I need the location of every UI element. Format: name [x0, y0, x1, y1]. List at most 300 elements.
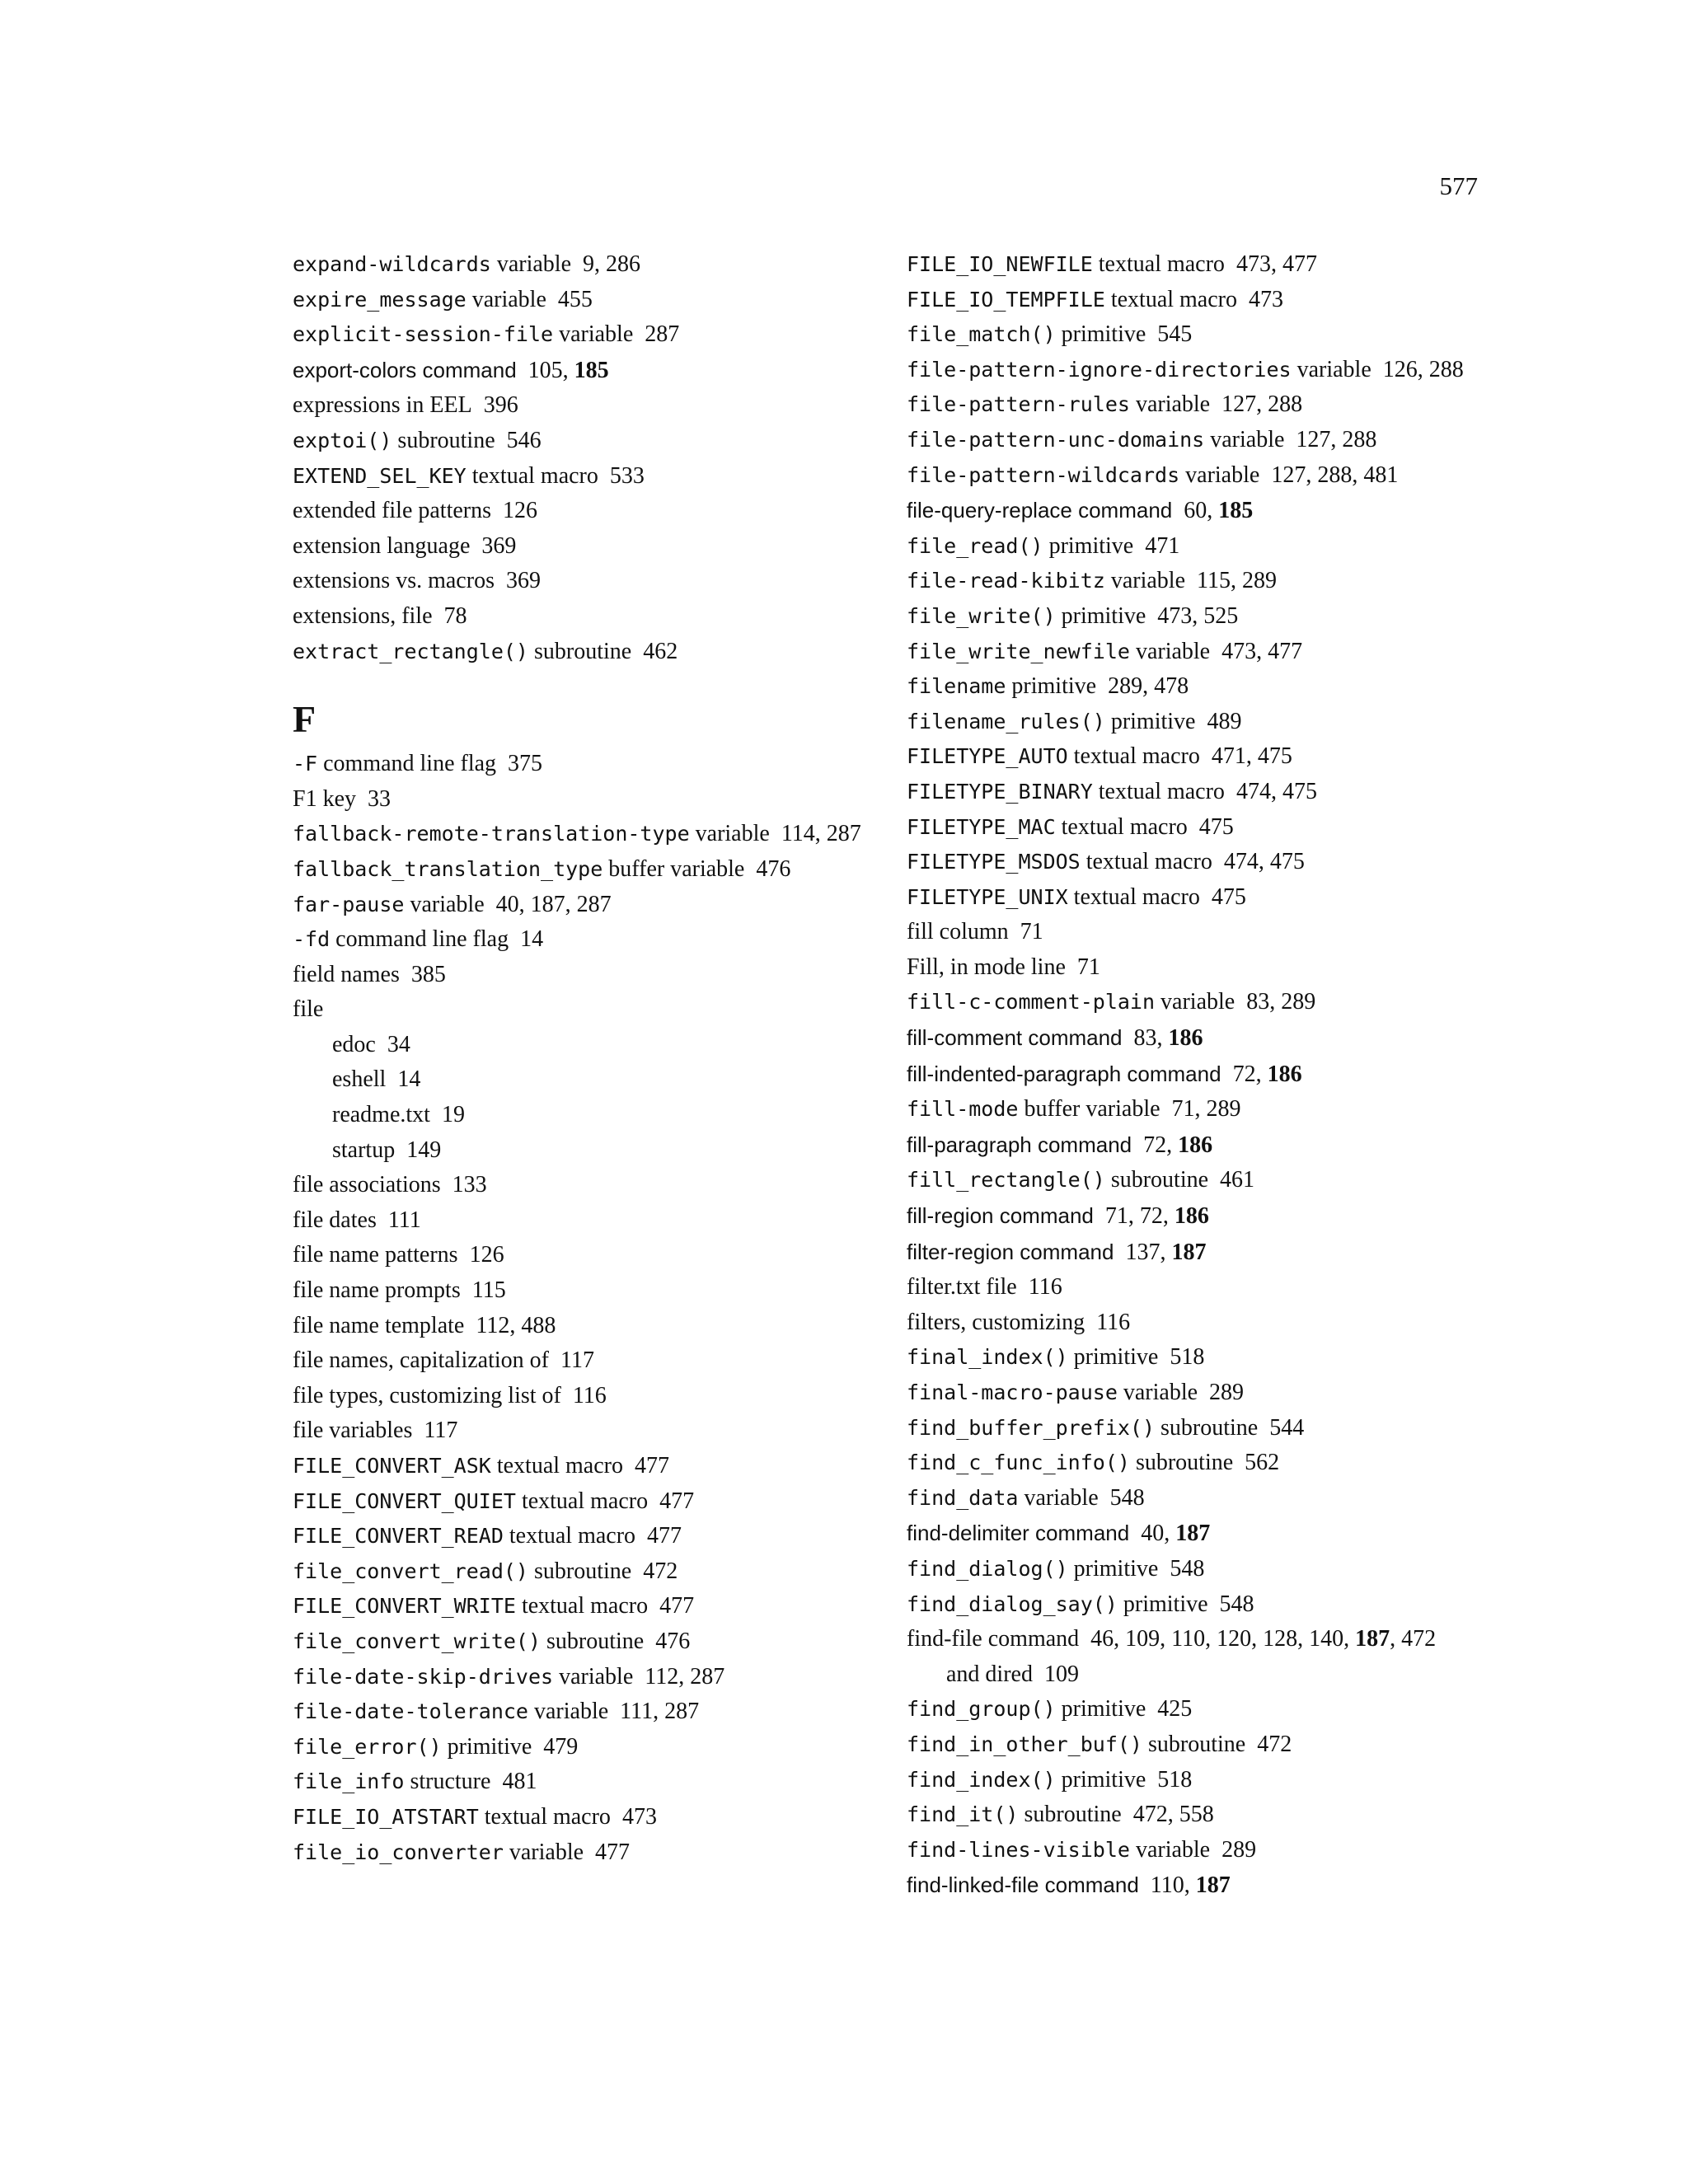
- index-term: fill_rectangle(): [907, 1168, 1105, 1193]
- index-term: filename_rules(): [907, 709, 1105, 733]
- index-term: export-colors: [293, 357, 417, 382]
- index-term: file_io_converter: [293, 1840, 504, 1864]
- index-page-refs: 117: [424, 1418, 458, 1444]
- index-term: fill-paragraph: [907, 1132, 1032, 1157]
- index-term: find_group(): [907, 1697, 1056, 1722]
- index-entry: [907, 845, 1484, 880]
- index-entry: [293, 922, 886, 958]
- index-term: file-pattern-rules: [907, 392, 1130, 417]
- index-page-refs-extra: , 472: [1390, 1626, 1437, 1652]
- index-page-refs: 71: [1076, 954, 1100, 980]
- index-page-refs: 548: [1109, 1484, 1145, 1511]
- index-entry: [907, 1868, 1484, 1904]
- index-term: file-date-skip-drives: [293, 1664, 554, 1689]
- index-term-type: textual macro: [478, 1803, 611, 1830]
- e-entries-list: [293, 247, 886, 669]
- index-page-refs: 455: [557, 286, 593, 312]
- index-term-type: textual macro: [1092, 778, 1225, 804]
- index-entry: [293, 1238, 886, 1273]
- index-term-type: variable: [528, 1699, 609, 1725]
- index-page-refs: 72,: [1232, 1061, 1268, 1087]
- index-term: FILE_IO_ATSTART: [293, 1804, 479, 1829]
- index-entry: [293, 992, 886, 1028]
- index-term: find-file: [907, 1626, 982, 1652]
- index-page-ref-primary: 186: [1267, 1061, 1302, 1087]
- index-term-type: variable: [1291, 356, 1372, 382]
- index-entry: [907, 493, 1484, 529]
- index-term: filters, customizing: [907, 1309, 1085, 1335]
- index-page-ref-primary: 187: [1175, 1521, 1211, 1547]
- index-term: file name prompts: [293, 1277, 461, 1304]
- index-entry: [293, 1379, 886, 1414]
- index-entry: [293, 1309, 886, 1344]
- index-term: extensions vs. macros: [293, 568, 495, 594]
- index-term: find_dialog_say(): [907, 1591, 1118, 1616]
- index-entry: [907, 985, 1484, 1020]
- index-term-type: variable: [1129, 391, 1211, 418]
- index-entry: [293, 1133, 886, 1169]
- index-page-refs: 71: [1020, 919, 1043, 945]
- index-term: FILETYPE_BINARY: [907, 779, 1093, 804]
- index-term-type: variable: [553, 1663, 634, 1690]
- index-term-type: variable: [1204, 426, 1285, 452]
- index-entry: [293, 1449, 886, 1484]
- index-page-refs: 115, 289: [1197, 568, 1277, 594]
- index-term: file-pattern-unc-domains: [907, 427, 1205, 452]
- index-term: expire_message: [293, 287, 467, 312]
- index-term: find_in_other_buf(): [907, 1732, 1142, 1756]
- index-term: file-pattern-ignore-directories: [907, 357, 1292, 382]
- index-entry: [293, 1730, 886, 1765]
- index-page-refs: 369: [481, 532, 517, 559]
- index-entry: [293, 424, 886, 459]
- index-entry: [907, 423, 1484, 458]
- index-page-refs: 472: [643, 1558, 678, 1584]
- index-term: FILE_IO_TEMPFILE: [907, 287, 1105, 312]
- index-term-type: structure: [404, 1769, 491, 1795]
- index-page-refs: 462: [643, 638, 678, 664]
- index-term-type: variable: [1018, 1484, 1099, 1511]
- index-term: FILE_IO_NEWFILE: [907, 252, 1093, 276]
- index-term: file name patterns: [293, 1242, 458, 1268]
- index-term: fill-comment: [907, 1025, 1023, 1051]
- index-entry: [293, 1098, 886, 1133]
- index-entry: [907, 1057, 1484, 1093]
- index-term-type: primitive: [1006, 673, 1097, 700]
- index-page-ref-primary: 186: [1168, 1025, 1203, 1052]
- index-term-type: variable: [1129, 1836, 1211, 1863]
- index-term: eshell: [332, 1066, 387, 1093]
- index-page-refs: 71, 289: [1171, 1096, 1241, 1122]
- section-letter-f: F: [293, 698, 316, 741]
- index-entry: [293, 388, 886, 424]
- index-term: final_index(): [907, 1345, 1068, 1370]
- index-term-type: textual macro: [1067, 743, 1200, 770]
- index-term-type: variable: [1104, 568, 1185, 594]
- index-entry: [907, 1340, 1484, 1376]
- index-term-type: command: [993, 1203, 1094, 1229]
- index-entry: [907, 705, 1484, 740]
- index-term: file_error(): [293, 1734, 442, 1759]
- index-page-refs: 34: [387, 1031, 410, 1057]
- index-entry: [293, 1519, 886, 1554]
- index-page-refs: 289: [1209, 1380, 1245, 1405]
- index-term: find-delimiter: [907, 1521, 1029, 1546]
- index-term: file_write_newfile: [907, 639, 1130, 663]
- index-page-refs: 83,: [1133, 1025, 1169, 1052]
- index-term: FILE_CONVERT_QUIET: [293, 1488, 516, 1513]
- index-page-refs: 287: [645, 321, 680, 348]
- index-term: find_it(): [907, 1802, 1019, 1827]
- index-term: FILETYPE_MSDOS: [907, 850, 1081, 874]
- index-term: FILE_CONVERT_WRITE: [293, 1594, 516, 1619]
- index-page-refs: 518: [1170, 1344, 1205, 1371]
- index-term-type: primitive: [1055, 1696, 1146, 1722]
- index-entry: [907, 880, 1484, 916]
- index-page-refs: 369: [505, 568, 541, 594]
- index-term-type: subroutine: [1155, 1414, 1259, 1441]
- index-page-refs: 476: [756, 855, 791, 882]
- index-page-refs: 562: [1245, 1450, 1280, 1476]
- index-term: find-linked-file: [907, 1872, 1039, 1898]
- index-page-refs: 461: [1220, 1167, 1255, 1193]
- index-page-refs: 546: [506, 427, 542, 453]
- index-term: find_dialog(): [907, 1556, 1068, 1581]
- index-entry: [293, 564, 886, 599]
- index-term-type: textual macro: [1055, 813, 1188, 840]
- index-entry: [907, 1020, 1484, 1057]
- index-page-ref-primary: 187: [1171, 1239, 1207, 1265]
- index-entry: [907, 1833, 1484, 1868]
- index-page-refs: 126: [469, 1242, 504, 1268]
- index-entry: [907, 1622, 1484, 1657]
- index-entry: [293, 494, 886, 529]
- index-term: explicit-session-file: [293, 322, 554, 347]
- index-page-refs: 78: [443, 602, 467, 629]
- index-page-refs: 533: [609, 462, 645, 489]
- index-term: find_c_func_info(): [907, 1451, 1130, 1475]
- index-term-type: variable: [689, 821, 770, 847]
- index-term-type: subroutine: [1142, 1731, 1246, 1757]
- f-entries-list: [293, 747, 886, 1870]
- index-entry: [907, 1411, 1484, 1446]
- index-page-refs: 489: [1207, 708, 1242, 734]
- index-page-ref-primary: 186: [1178, 1132, 1213, 1158]
- index-page-refs: 72,: [1143, 1132, 1179, 1158]
- index-term-type: buffer variable: [603, 855, 745, 882]
- index-term-type: textual macro: [1104, 286, 1237, 312]
- index-term: find-lines-visible: [907, 1837, 1130, 1862]
- index-entry: [907, 950, 1484, 986]
- index-entry: [907, 1092, 1484, 1127]
- index-entry: [293, 888, 886, 923]
- index-entry: [907, 775, 1484, 810]
- index-page-refs: 111, 287: [620, 1699, 700, 1725]
- index-entry: [293, 1062, 886, 1098]
- index-page-refs: 137,: [1125, 1239, 1172, 1265]
- index-page-refs: 40,: [1141, 1521, 1176, 1547]
- index-term-type: variable: [404, 891, 485, 917]
- index-page-refs: 105,: [528, 357, 574, 383]
- index-page-refs: 474, 475: [1236, 778, 1317, 804]
- index-page-refs: 114, 287: [781, 821, 861, 847]
- index-entry: [293, 635, 886, 670]
- index-term: field names: [293, 961, 400, 987]
- index-entry: [293, 958, 886, 993]
- index-term: fallback_translation_type: [293, 856, 603, 881]
- index-entry: [293, 1624, 886, 1660]
- index-entry: [293, 1484, 886, 1520]
- index-term: file_write(): [907, 603, 1056, 628]
- index-page-ref-primary: 187: [1195, 1872, 1231, 1899]
- index-entry: [293, 1343, 886, 1379]
- index-term-type: subroutine: [541, 1628, 645, 1654]
- index-page-refs: 33: [368, 785, 391, 812]
- index-page-refs: 133: [452, 1172, 487, 1198]
- index-term: file_convert_write(): [293, 1629, 542, 1653]
- index-term: final-macro-pause: [907, 1380, 1118, 1404]
- index-page-refs: 127, 288: [1221, 391, 1303, 418]
- index-page-refs: 471, 475: [1211, 743, 1292, 770]
- index-page-refs: 473, 525: [1157, 602, 1239, 629]
- index-page-refs: 46, 109, 110, 120, 128, 140,: [1090, 1626, 1356, 1652]
- index-page-refs: 396: [483, 392, 518, 419]
- index-entry: [907, 1481, 1484, 1516]
- index-term: extension language: [293, 532, 471, 559]
- index-term: file_match(): [907, 322, 1056, 347]
- index-entry: [907, 1763, 1484, 1798]
- index-entry: [293, 247, 886, 283]
- index-term-type: variable: [503, 1839, 584, 1865]
- index-page-refs: 116: [1096, 1309, 1131, 1335]
- index-term-type: command: [1022, 1025, 1123, 1051]
- index-page-refs: 477: [659, 1593, 695, 1619]
- index-term: -fd: [293, 927, 331, 952]
- index-entry: [907, 1516, 1484, 1552]
- index-entry: [293, 1203, 886, 1239]
- index-term-type: textual macro: [466, 462, 598, 489]
- index-term-type: command: [1031, 1132, 1132, 1157]
- index-page-refs: 476: [655, 1628, 691, 1654]
- index-term: EXTEND_SEL_KEY: [293, 463, 467, 488]
- index-term: F1 key: [293, 785, 356, 812]
- index-page-refs: 83, 289: [1246, 989, 1316, 1015]
- index-entry: [293, 1273, 886, 1309]
- index-entry: [293, 747, 886, 782]
- index-page-refs: 481: [502, 1769, 537, 1795]
- index-page-refs: 14: [397, 1066, 421, 1093]
- index-page-refs: 71, 72,: [1104, 1203, 1175, 1230]
- index-entry: [293, 1413, 886, 1449]
- index-page-refs: 471: [1145, 532, 1180, 559]
- index-term: filter-region: [907, 1239, 1015, 1264]
- index-term: FILE_CONVERT_ASK: [293, 1454, 491, 1478]
- index-page-refs: 385: [410, 961, 446, 987]
- index-term-type: buffer variable: [1018, 1096, 1160, 1122]
- index-page-refs: 477: [659, 1488, 695, 1514]
- index-page-refs: 473, 477: [1221, 638, 1303, 664]
- index-term: fill-indented-paragraph: [907, 1061, 1122, 1086]
- index-term-type: subroutine: [1129, 1450, 1234, 1476]
- index-term: file name template: [293, 1312, 465, 1338]
- index-term-type: subroutine: [528, 1558, 632, 1584]
- index-entry: [907, 529, 1484, 565]
- index-page-refs: 375: [508, 751, 543, 777]
- index-term-type: primitive: [1055, 321, 1146, 348]
- index-page-refs: 109: [1043, 1661, 1079, 1687]
- index-entry: [907, 599, 1484, 635]
- index-term: exptoi(): [293, 428, 392, 452]
- index-term: file_convert_read(): [293, 1558, 528, 1583]
- index-entry: [907, 1446, 1484, 1481]
- index-entry: [907, 317, 1484, 353]
- index-term: FILETYPE_UNIX: [907, 884, 1068, 909]
- right-entries-list: [907, 247, 1484, 1904]
- index-term: Fill, in mode line: [907, 954, 1066, 980]
- index-term-type: command: [1014, 1239, 1114, 1264]
- index-page-refs: 473: [621, 1803, 657, 1830]
- index-page-refs: 112, 488: [476, 1312, 556, 1338]
- index-entry: [907, 739, 1484, 775]
- index-term: expand-wildcards: [293, 252, 491, 276]
- index-term: file types, customizing list of: [293, 1382, 561, 1408]
- index-term: find_data: [907, 1485, 1019, 1510]
- index-term: expressions in EEL: [293, 392, 472, 419]
- index-term: extract_rectangle(): [293, 639, 528, 663]
- index-entry: [907, 1270, 1484, 1305]
- index-page-refs: 545: [1157, 321, 1193, 348]
- index-term-type: primitive: [1104, 708, 1196, 734]
- index-entry: [907, 1127, 1484, 1164]
- index-term-type: textual macro: [490, 1453, 623, 1479]
- index-entry: [907, 669, 1484, 705]
- index-page-refs: 289: [1221, 1836, 1257, 1863]
- index-entry: [293, 599, 886, 635]
- index-term: edoc: [332, 1031, 376, 1057]
- index-term: startup: [332, 1137, 396, 1163]
- index-entry: [293, 529, 886, 565]
- index-page-refs: 14: [520, 926, 544, 953]
- index-term-type: variable: [466, 286, 546, 312]
- index-page-refs: 60,: [1184, 498, 1219, 524]
- index-page-refs: 548: [1219, 1591, 1254, 1617]
- index-page-refs: 112, 287: [645, 1663, 725, 1690]
- index-term-type: command: [416, 357, 517, 382]
- index-entry: [907, 1163, 1484, 1198]
- index-term-type: textual macro: [1080, 849, 1212, 875]
- index-term: extensions, file: [293, 602, 433, 629]
- index-term-type: primitive: [1055, 602, 1146, 629]
- index-page-refs: 548: [1170, 1555, 1205, 1582]
- index-entry: [293, 1589, 886, 1624]
- index-entry: [907, 1797, 1484, 1833]
- index-entry: [907, 635, 1484, 670]
- index-term: filter.txt file: [907, 1274, 1017, 1301]
- index-term-type: subroutine: [1018, 1802, 1122, 1828]
- index-page-refs: 116: [1028, 1274, 1062, 1301]
- index-page-refs: 474, 475: [1223, 849, 1305, 875]
- index-entry: [907, 1235, 1484, 1271]
- index-term-type: variable: [1117, 1380, 1198, 1405]
- index-entry: [907, 283, 1484, 318]
- index-term-type: command: [1071, 498, 1173, 523]
- index-page-refs: 40, 187, 287: [495, 891, 612, 917]
- index-entry: [907, 247, 1484, 283]
- index-page-refs: 479: [543, 1733, 579, 1760]
- index-page-refs: 544: [1269, 1414, 1305, 1441]
- index-entry: [907, 1552, 1484, 1587]
- index-term: fill-c-comment-plain: [907, 990, 1156, 1015]
- index-page-ref-primary: 186: [1174, 1203, 1209, 1230]
- index-term-type: variable: [490, 251, 571, 277]
- index-term-type: primitive: [441, 1733, 532, 1760]
- index-term: find_buffer_prefix(): [907, 1415, 1156, 1440]
- index-term-type: command: [1029, 1521, 1130, 1546]
- index-term-type: subroutine: [392, 427, 495, 453]
- index-page-refs: 126: [503, 498, 538, 524]
- index-term: filename: [907, 674, 1006, 699]
- index-entry: [293, 1694, 886, 1730]
- index-term-type: primitive: [1067, 1555, 1159, 1582]
- index-term: file_read(): [907, 533, 1043, 558]
- index-entry: [907, 915, 1484, 950]
- index-column-right: [907, 247, 1484, 1904]
- index-entry: [293, 1800, 886, 1835]
- index-term-type: subroutine: [1104, 1167, 1209, 1193]
- index-page-refs: 477: [647, 1523, 682, 1549]
- index-page-refs: 19: [441, 1102, 465, 1128]
- index-page-refs: 110,: [1150, 1872, 1196, 1899]
- index-term: file_info: [293, 1769, 405, 1794]
- index-term: fill column: [907, 919, 1009, 945]
- index-term-type: command: [982, 1626, 1080, 1652]
- index-term: file dates: [293, 1207, 377, 1233]
- index-term: file-query-replace: [907, 498, 1072, 523]
- index-term: file-read-kibitz: [907, 569, 1105, 593]
- index-entry: [907, 564, 1484, 599]
- index-entry: [293, 353, 886, 389]
- index-entry: [907, 387, 1484, 423]
- index-entry: [293, 1835, 886, 1871]
- index-term: file-pattern-wildcards: [907, 462, 1180, 487]
- index-page-refs: 518: [1157, 1766, 1193, 1793]
- index-term: and dired: [946, 1661, 1033, 1687]
- index-term: far-pause: [293, 892, 405, 916]
- index-page-refs: 425: [1157, 1696, 1193, 1722]
- index-term-type: primitive: [1067, 1344, 1159, 1371]
- index-page-refs: 472: [1257, 1731, 1292, 1757]
- index-term: readme.txt: [332, 1102, 430, 1128]
- index-entry: [293, 1554, 886, 1590]
- index-page-refs: 126, 288: [1382, 356, 1464, 382]
- index-page-refs: 9, 286: [583, 251, 640, 277]
- index-entry: [293, 1660, 886, 1695]
- index-page-refs: 472, 558: [1132, 1802, 1214, 1828]
- index-page-ref-primary: 187: [1355, 1626, 1390, 1652]
- index-term-type: textual macro: [1092, 251, 1225, 277]
- index-term-type: textual macro: [1067, 883, 1200, 910]
- index-term: file variables: [293, 1418, 413, 1444]
- index-entry: [293, 782, 886, 818]
- index-entry: [907, 353, 1484, 388]
- index-term: file: [293, 996, 324, 1023]
- index-page-refs: 475: [1211, 883, 1246, 910]
- page-number: 577: [1439, 171, 1478, 200]
- index-page-refs: 127, 288, 481: [1271, 462, 1399, 488]
- index-page-refs: 473: [1248, 286, 1283, 312]
- index-term-type: command line flag: [317, 751, 497, 777]
- index-term-type: primitive: [1117, 1591, 1208, 1617]
